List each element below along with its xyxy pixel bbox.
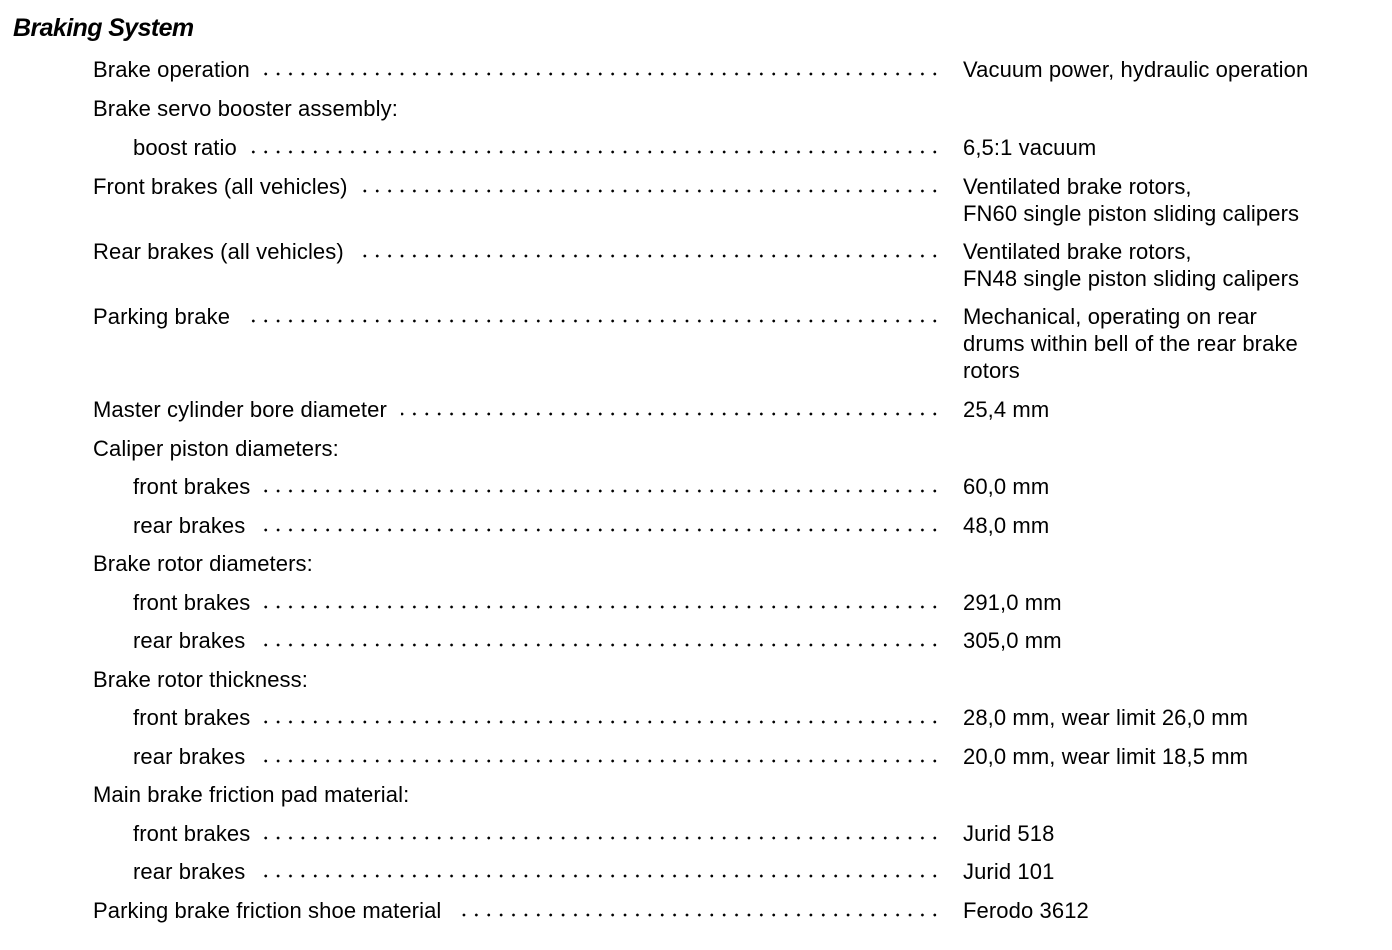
spec-value: Ventilated brake rotors, FN48 single piston sliding calipers	[963, 239, 1300, 291]
dot-leader	[264, 720, 941, 724]
spec-value: 291,0 mm	[963, 590, 1062, 615]
dot-leader	[264, 836, 941, 840]
spec-label: Brake servo booster assembly:	[93, 96, 398, 121]
spec-label: Main brake friction pad material:	[93, 782, 410, 807]
spec-label: rear brakes	[133, 628, 246, 653]
dot-leader	[259, 643, 941, 647]
dot-leader	[362, 189, 941, 193]
spec-label: Brake rotor thickness:	[93, 667, 308, 692]
spec-label: Rear brakes (all vehicles)	[93, 239, 344, 264]
spec-value: Ventilated brake rotors, FN60 single piston sliding calipers	[963, 174, 1300, 226]
spec-label: Caliper piston diameters:	[93, 436, 339, 461]
spec-label: rear brakes	[133, 859, 246, 884]
dot-leader	[455, 913, 941, 917]
spec-label: rear brakes	[133, 513, 246, 538]
spec-label: front brakes	[133, 705, 251, 730]
dot-leader	[259, 759, 941, 763]
dot-leader	[264, 72, 941, 76]
spec-value: 20,0 mm, wear limit 18,5 mm	[963, 744, 1249, 769]
spec-label: Master cylinder bore diameter	[93, 397, 387, 422]
spec-label: rear brakes	[133, 744, 246, 769]
dot-leader	[264, 605, 941, 609]
spec-label: Parking brake friction shoe material	[93, 898, 442, 923]
spec-value: Ferodo 3612	[963, 898, 1089, 923]
section-title: Braking System	[13, 14, 194, 42]
spec-value: Vacuum power, hydraulic operation	[963, 57, 1309, 82]
dot-leader	[244, 319, 941, 323]
spec-value: 60,0 mm	[963, 474, 1050, 499]
spec-value: 25,4 mm	[963, 397, 1050, 422]
spec-label: front brakes	[133, 590, 251, 615]
spec-label: front brakes	[133, 821, 251, 846]
dot-leader	[264, 489, 941, 493]
spec-value: 48,0 mm	[963, 513, 1050, 538]
spec-label: boost ratio	[133, 135, 237, 160]
spec-label: Brake rotor diameters:	[93, 551, 313, 576]
spec-value: Mechanical, operating on rear drums within bell of the rear brake rotors	[963, 304, 1298, 383]
spec-label: Front brakes (all vehicles)	[93, 174, 348, 199]
dot-leader	[251, 150, 941, 154]
spec-value: 305,0 mm	[963, 628, 1062, 653]
dot-leader	[259, 874, 941, 878]
spec-label: Parking brake	[93, 304, 231, 329]
dot-leader	[259, 528, 941, 532]
spec-value: 6,5:1 vacuum	[963, 135, 1097, 160]
dot-leader	[401, 412, 941, 416]
spec-label: Brake operation	[93, 57, 250, 82]
spec-value: 28,0 mm, wear limit 26,0 mm	[963, 705, 1249, 730]
spec-value: Jurid 101	[963, 859, 1055, 884]
dot-leader	[358, 254, 941, 258]
spec-label: front brakes	[133, 474, 251, 499]
spec-value: Jurid 518	[963, 821, 1055, 846]
